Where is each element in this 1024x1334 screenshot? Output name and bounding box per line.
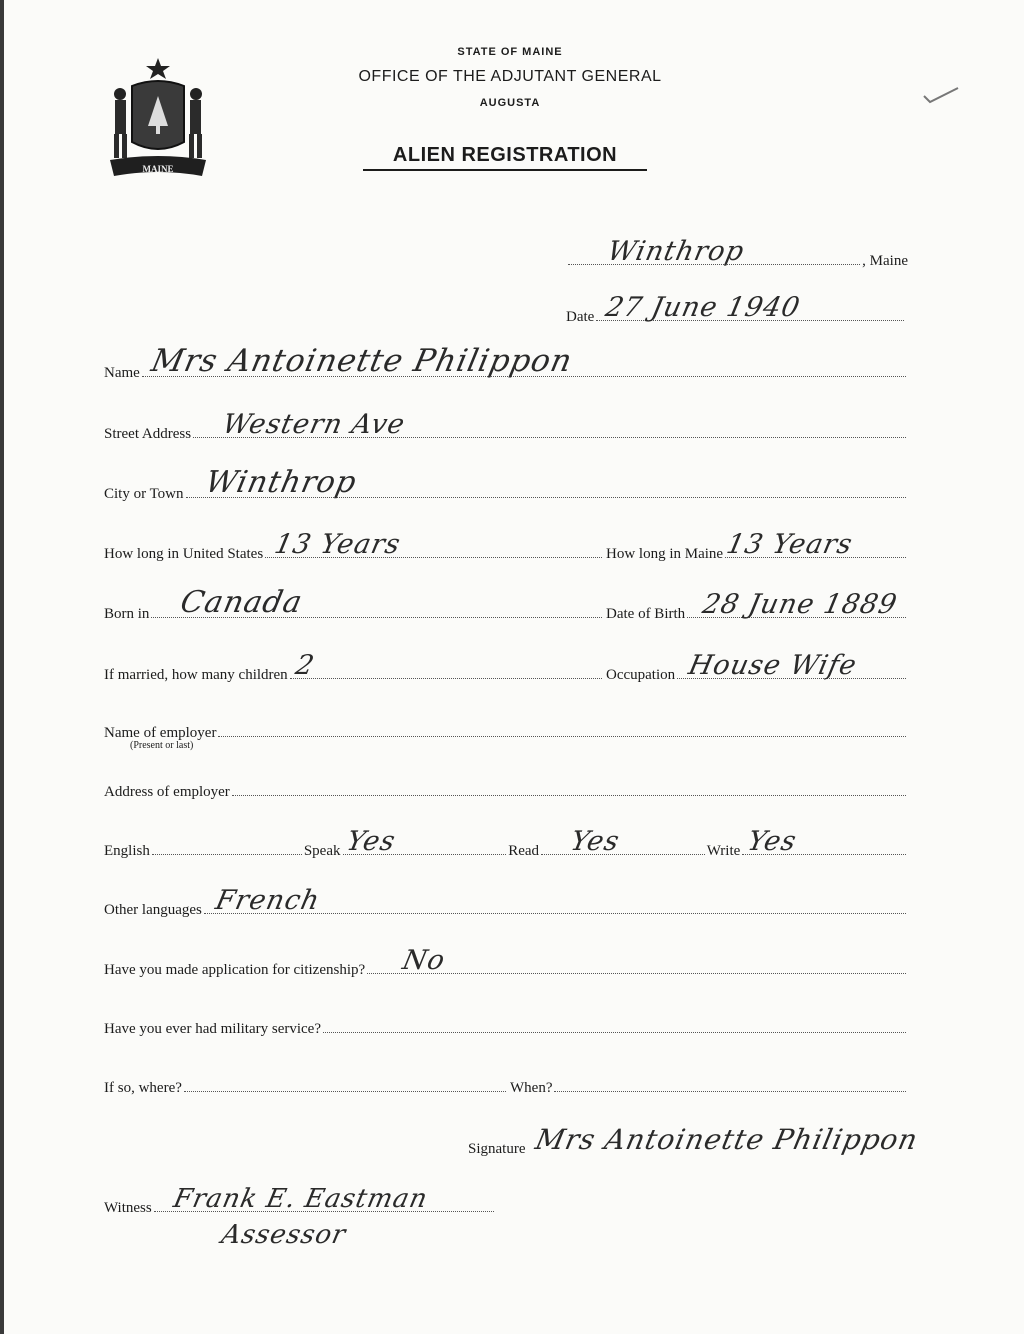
military-field[interactable] xyxy=(323,1018,906,1033)
born-value: Canada xyxy=(177,585,307,620)
street-field[interactable] xyxy=(193,409,906,440)
where-row xyxy=(104,1077,508,1097)
employer-field[interactable] xyxy=(218,722,906,737)
write-value: Yes xyxy=(745,826,800,857)
military-row xyxy=(104,1018,908,1038)
dob-value: 28 June 1889 xyxy=(699,589,901,620)
us-years-label: How long in United States xyxy=(104,546,264,562)
name-row xyxy=(104,343,908,382)
city-label: City or Town xyxy=(104,486,184,502)
name-field[interactable] xyxy=(142,343,906,379)
other-languages-field[interactable] xyxy=(204,885,906,916)
occupation-label: Occupation xyxy=(606,667,676,683)
office-heading: OFFICE OF THE ADJUTANT GENERAL xyxy=(358,68,662,85)
where-field[interactable] xyxy=(184,1077,506,1092)
state-heading: STATE OF MAINE xyxy=(457,46,563,58)
other-languages-label: Other languages xyxy=(104,902,202,918)
date-field[interactable] xyxy=(596,292,904,323)
employer-row xyxy=(104,722,908,742)
check-mark-icon xyxy=(922,84,962,108)
town-row xyxy=(566,236,908,270)
seal-ribbon-text: MAINE xyxy=(142,164,174,174)
citizenship-field[interactable] xyxy=(367,945,906,976)
children-field[interactable] xyxy=(290,650,602,681)
date-value: 27 June 1940 xyxy=(603,292,804,323)
write-label: Write xyxy=(706,843,741,859)
employer-address-row xyxy=(104,781,908,801)
children-label: If married, how many children xyxy=(104,667,288,683)
date-label: Date xyxy=(566,309,595,325)
employer-label: Name of employer xyxy=(104,725,217,741)
town-field[interactable] xyxy=(568,236,860,267)
read-label: Read xyxy=(508,843,540,859)
dob-label: Date of Birth xyxy=(606,606,686,622)
speak-field[interactable] xyxy=(343,826,507,857)
name-value: Mrs Antoinette Philippon xyxy=(148,343,576,379)
maine-years-label: How long in Maine xyxy=(606,546,724,562)
scan-edge xyxy=(0,0,4,1334)
us-years-field[interactable] xyxy=(265,529,602,560)
employer-sublabel: (Present or last) xyxy=(130,740,194,751)
occupation-value: House Wife xyxy=(685,650,860,681)
other-languages-row xyxy=(104,885,908,919)
when-field[interactable] xyxy=(554,1077,906,1092)
speak-value: Yes xyxy=(343,826,399,857)
city-value: Winthrop xyxy=(201,465,360,500)
employer-address-field[interactable] xyxy=(232,781,906,796)
signature-row xyxy=(468,1123,988,1158)
when-row xyxy=(510,1077,908,1097)
witness-value: Frank E. Eastman xyxy=(170,1184,431,1214)
when-label: When? xyxy=(510,1080,553,1096)
witness-label: Witness xyxy=(104,1200,152,1216)
english-dots xyxy=(152,840,302,855)
signature-label: Signature xyxy=(468,1141,526,1157)
street-label: Street Address xyxy=(104,426,192,442)
city-field[interactable] xyxy=(186,465,906,500)
signature-value: Mrs Antoinette Philippon xyxy=(531,1123,921,1156)
other-languages-value: French xyxy=(212,885,323,916)
town-label: , Maine xyxy=(862,253,908,269)
witness-field[interactable] xyxy=(154,1184,494,1214)
maine-state-seal-icon xyxy=(104,56,212,182)
occupation-field[interactable] xyxy=(677,650,906,681)
where-label: If so, where? xyxy=(104,1080,182,1096)
write-field[interactable] xyxy=(742,826,906,857)
born-field[interactable] xyxy=(151,585,602,620)
citizenship-row xyxy=(104,945,908,979)
town-value: Winthrop xyxy=(604,236,748,267)
signature-field[interactable] xyxy=(528,1123,987,1156)
english-row xyxy=(104,826,908,860)
read-field[interactable] xyxy=(541,826,705,857)
street-row xyxy=(104,409,908,443)
city-row xyxy=(104,465,908,503)
page-title: ALIEN REGISTRATION xyxy=(363,144,647,171)
dob-row xyxy=(606,589,908,623)
witness-row xyxy=(104,1184,496,1217)
read-value: Yes xyxy=(567,826,623,857)
witness-title: Assessor xyxy=(218,1220,349,1250)
dob-field[interactable] xyxy=(687,589,906,620)
english-label: English xyxy=(104,843,150,859)
us-years-row xyxy=(104,529,604,563)
name-label: Name xyxy=(104,365,140,381)
maine-years-value: 13 Years xyxy=(723,529,856,560)
citizenship-value: No xyxy=(399,945,449,976)
city-heading: AUGUSTA xyxy=(479,97,541,109)
speak-label: Speak xyxy=(303,843,341,859)
maine-years-row xyxy=(606,529,908,563)
born-label: Born in xyxy=(104,606,150,622)
date-row xyxy=(566,292,906,326)
military-label: Have you ever had military service? xyxy=(104,1021,321,1037)
employer-address-label: Address of employer xyxy=(104,784,230,800)
citizenship-label: Have you made application for citizenship? xyxy=(104,962,366,978)
us-years-value: 13 Years xyxy=(271,529,404,560)
born-row xyxy=(104,585,604,623)
street-value: Western Ave xyxy=(219,409,409,440)
children-value: 2 xyxy=(292,650,318,681)
children-row xyxy=(104,650,604,684)
maine-years-field[interactable] xyxy=(723,529,906,560)
occupation-row xyxy=(606,650,908,684)
